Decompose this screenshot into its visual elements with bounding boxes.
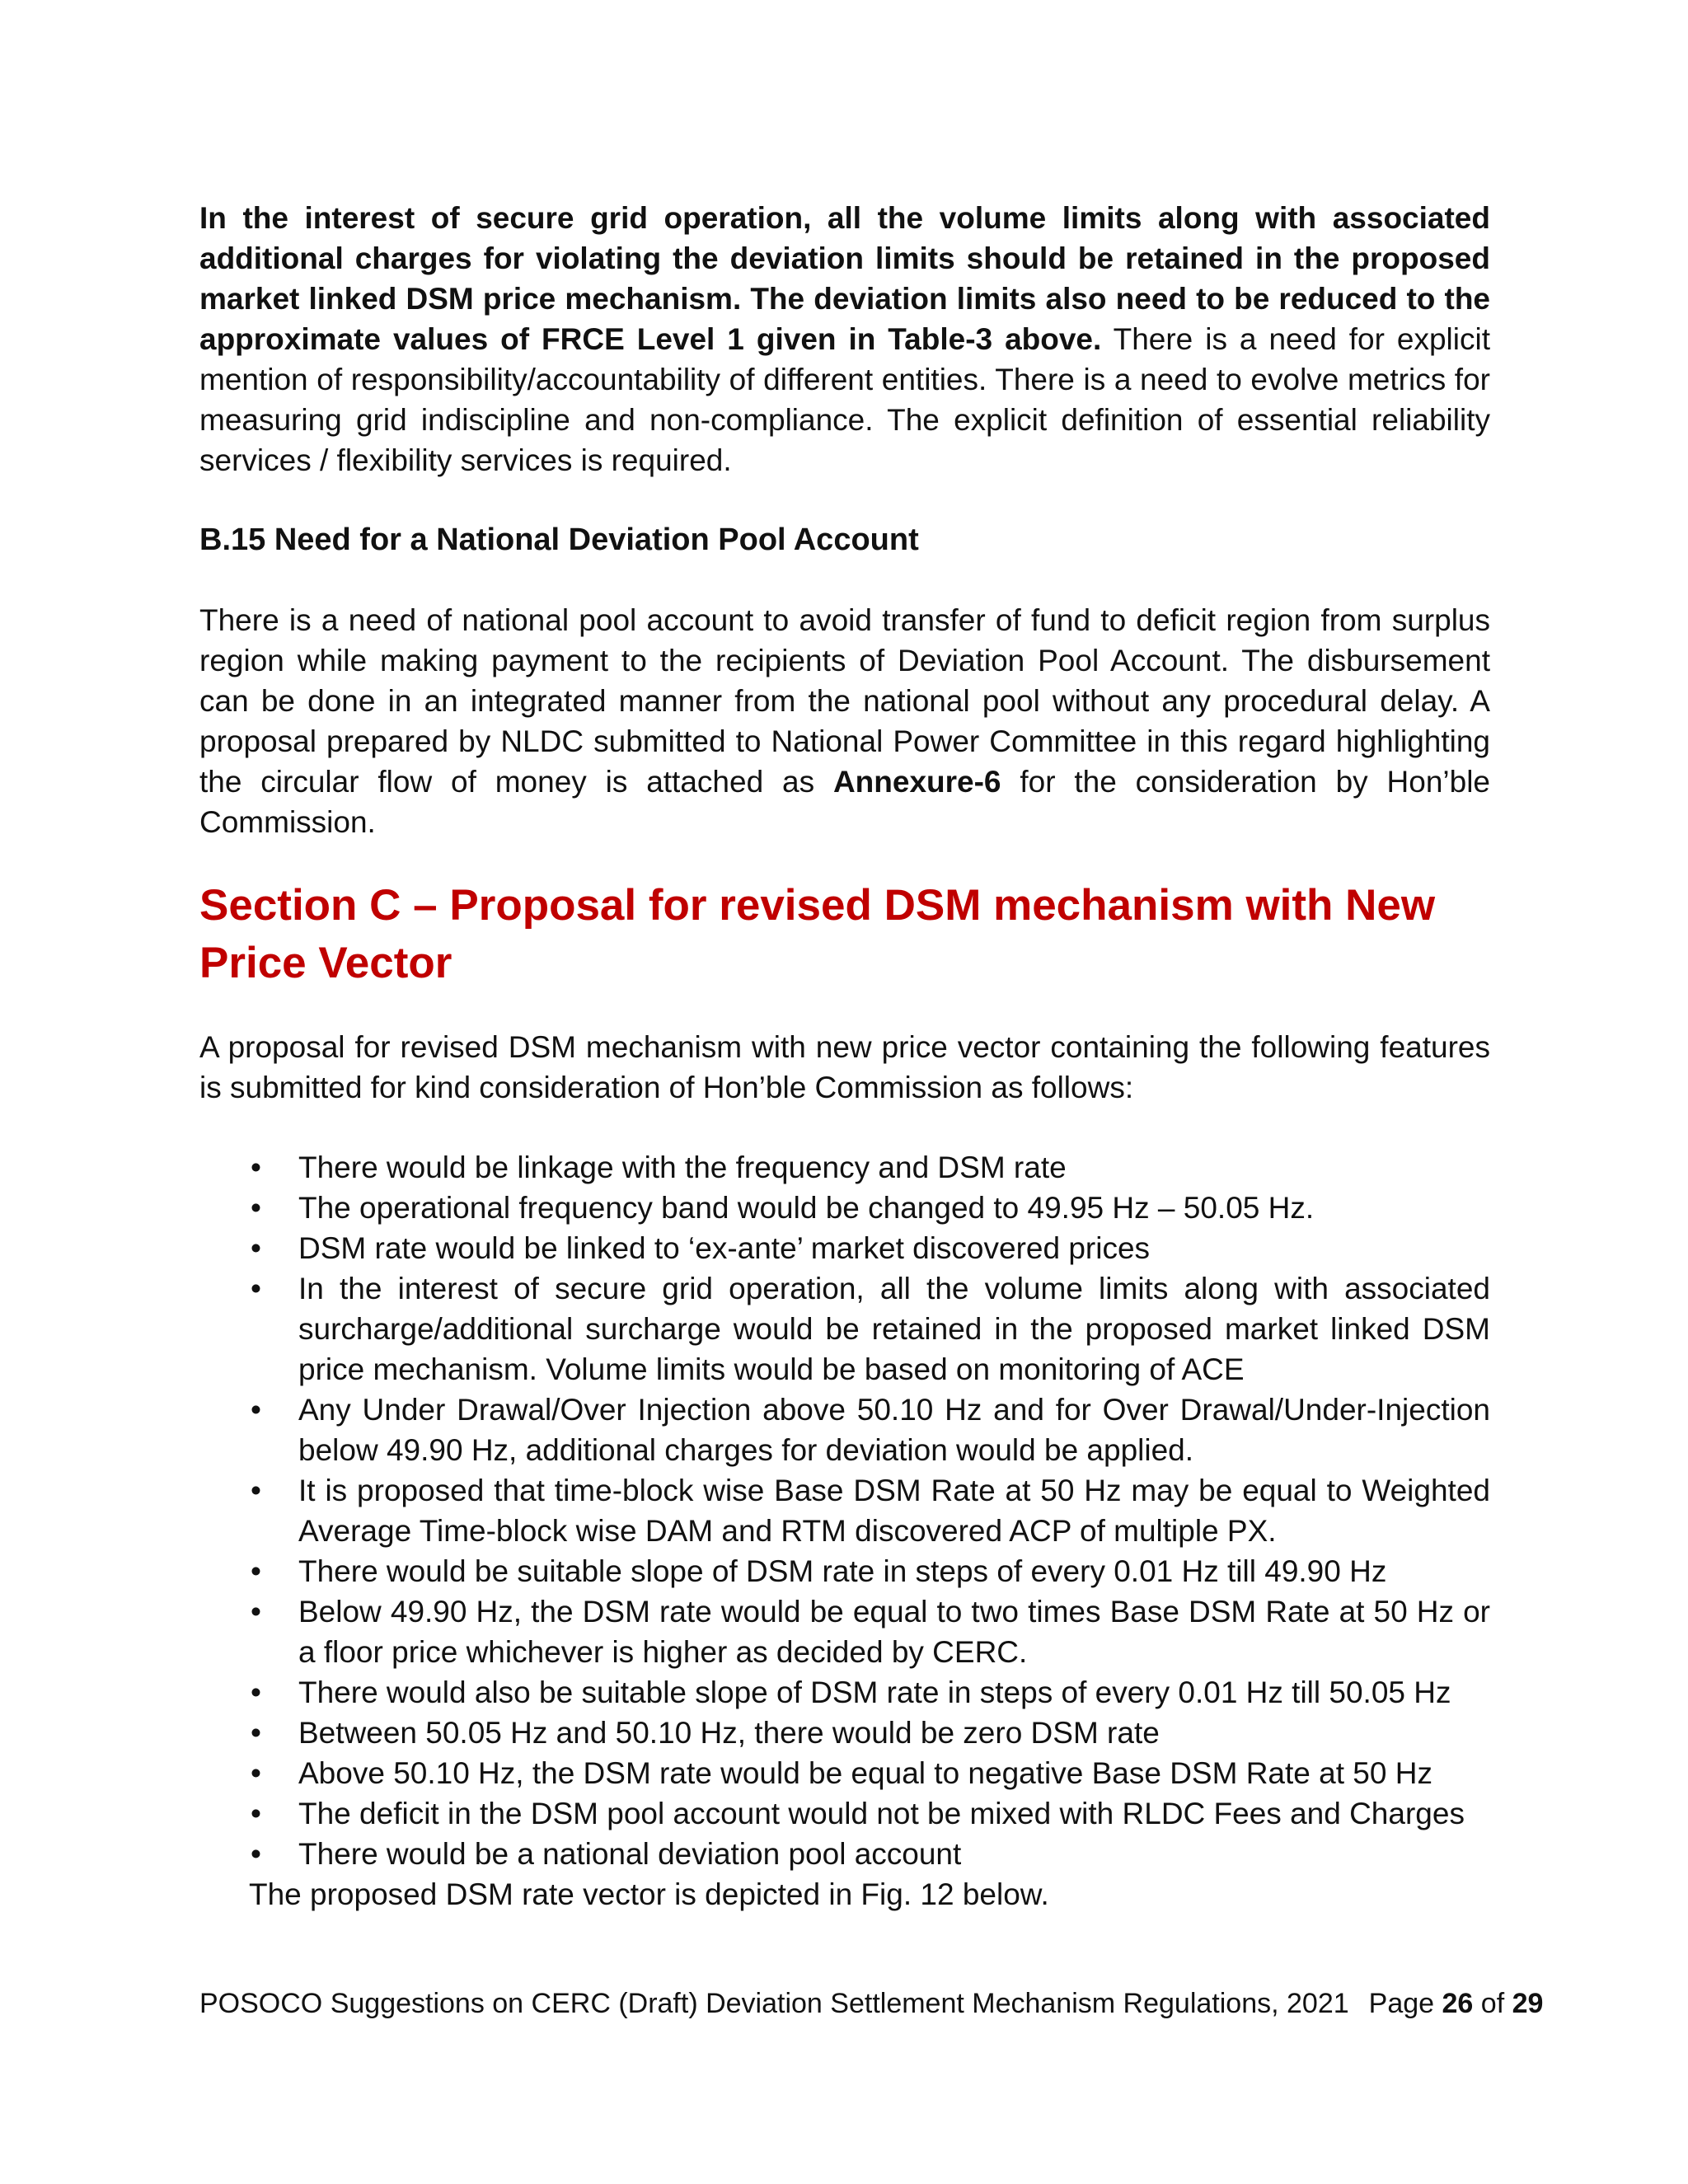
total-pages: 29: [1512, 1988, 1544, 2019]
bullet-icon: •: [251, 1675, 261, 1709]
bullet-icon: •: [251, 1191, 261, 1225]
bullet-icon: •: [251, 1716, 261, 1750]
list-item: • In the interest of secure grid operation, all the volume limits along with associated surcharge/additional surcharge would be retained in the proposed market linked DSM price mechanism. Volume limits would be based on monitoring of ACE: [199, 1268, 1490, 1390]
list-item: • There would be suitable slope of DSM rate in steps of every 0.01 Hz till 49.90 Hz: [199, 1551, 1490, 1591]
b15-text-after: for the consideration by Hon’ble Commission.: [199, 765, 1490, 839]
list-item: • Above 50.10 Hz, the DSM rate would be equal to negative Base DSM Rate at 50 Hz: [199, 1753, 1490, 1793]
b15-paragraph: [199, 600, 1490, 842]
annexure-reference: Annexure-6: [832, 765, 1001, 799]
list-item: • Between 50.05 Hz and 50.10 Hz, there would be zero DSM rate: [199, 1713, 1490, 1753]
section-c-intro: A proposal for revised DSM mechanism with new price vector containing the following features is submitted for kind consideration of Hon’ble Commission as follows:: [199, 1030, 1490, 1104]
bullet-icon: •: [251, 1231, 261, 1265]
page-number: Page 26 of 29: [1368, 1988, 1544, 2019]
bullet-icon: •: [251, 1272, 261, 1305]
bullet-icon: •: [251, 1554, 261, 1588]
current-page: 26: [1442, 1988, 1474, 2019]
list-item: • There would also be suitable slope of DSM rate in steps of every 0.01 Hz till 50.05 Hz: [199, 1672, 1490, 1713]
bullet-icon: •: [251, 1756, 261, 1790]
list-item: • There would be a national deviation pool account: [199, 1834, 1490, 1874]
page-footer: [199, 1985, 1544, 2022]
bullet-icon: •: [251, 1474, 261, 1507]
bullet-icon: •: [251, 1393, 261, 1427]
b15-text-before: There is a need of national pool account to avoid transfer of fund to deficit region from surplus region while making payment to the recipients of Deviation Pool Account. The disbursement can be done in an integrated manner from the national pool without any procedural delay. A proposal prepared by NLDC submitted to National Power Committee in this regard highlighting the circular flow of money is attached as: [199, 603, 1490, 799]
intro-bold-text: In the interest of secure grid operation, all the volume limits along with associated additional charges for violating the deviation limits should be retained in the proposed market linked DSM price mechanism. The deviation limits also need to be reduced to the approximate values of FRCE Level 1 given in Table-3 above.: [199, 201, 1490, 356]
list-item: • It is proposed that time-block wise Base DSM Rate at 50 Hz may be equal to Weighted Average Time-block wise DAM and RTM discovered ACP of multiple PX.: [199, 1470, 1490, 1551]
bullet-icon: •: [251, 1797, 261, 1830]
footer-title: POSOCO Suggestions on CERC (Draft) Deviation Settlement Mechanism Regulations, 2021: [199, 1988, 1349, 2019]
closing-line: The proposed DSM rate vector is depicted in Fig. 12 below.: [249, 1877, 1049, 1911]
feature-list: [199, 1147, 1490, 1874]
list-item: • DSM rate would be linked to ‘ex-ante’ market discovered prices: [199, 1228, 1490, 1268]
intro-paragraph: [199, 198, 1490, 480]
intro-normal-text: There is a need for explicit mention of responsibility/accountability of different entities. There is a need to evolve metrics for measuring grid indiscipline and non-compliance. The explicit definition of essential reliability services / flexibility services is required.: [199, 322, 1490, 477]
bullet-icon: •: [251, 1595, 261, 1629]
bullet-icon: •: [251, 1837, 261, 1871]
section-c-heading: Section C – Proposal for revised DSM mechanism with New Price Vector: [199, 881, 1436, 987]
bullet-icon: •: [251, 1151, 261, 1184]
list-item: • Below 49.90 Hz, the DSM rate would be equal to two times Base DSM Rate at 50 Hz or a floor price whichever is higher as decided by CERC.: [199, 1591, 1490, 1672]
list-item: • The operational frequency band would be changed to 49.95 Hz – 50.05 Hz.: [199, 1188, 1490, 1228]
list-item: • Any Under Drawal/Over Injection above 50.10 Hz and for Over Drawal/Under-Injection below 49.90 Hz, additional charges for deviation would be applied.: [199, 1390, 1490, 1470]
page-content: [199, 198, 1490, 1915]
list-item: • The deficit in the DSM pool account would not be mixed with RLDC Fees and Charges: [199, 1793, 1490, 1834]
list-item: • There would be linkage with the frequency and DSM rate: [199, 1147, 1490, 1188]
b15-heading: B.15 Need for a National Deviation Pool Account: [199, 523, 919, 557]
